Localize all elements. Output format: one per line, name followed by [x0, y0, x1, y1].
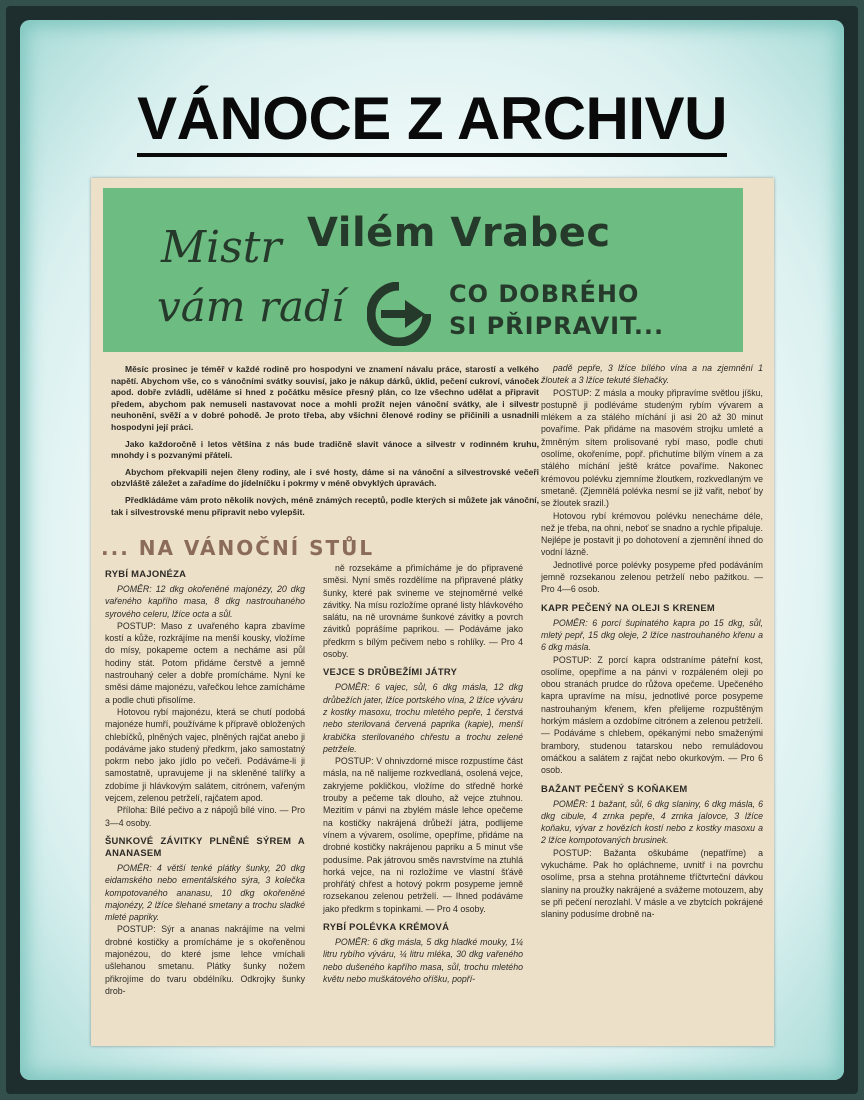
recipe-text: POSTUP: Bažanta oškubáme (nepatříme) a vykucháme. Pak ho opláchneme, uvnitř i na povrchu osolíme, prsa a stehna protáhneme tříčtvrteční dávkou slaniny na proužky nakrájené a svážeme motouzem, aby se při pečení nerozlahl. V másle a ve zbytcích pokrájené slaniny podusíme drobně na- [541, 847, 763, 920]
recipe-text: POSTUP: V ohnivzdorné misce rozpustíme část másla, na ně nalijeme rozkvedlaná, osolená vejce, zakryjeme pokličkou, vložíme do středně horké trouby a pečeme tak dlouho, až vejce ztuhnou. Mezitím v pánvi na zbylém másle lehce opečeme na kostičky nakrájená drůbeží játra, podlijeme vínem a vývarem, osolíme, opepříme, přidáme na drobné kostičky nakrájenou papriku a 5 minut vše podusíme. Pak játrovou směs navrstvíme na ztuhlá horká vejce, na ni rozložíme ve vlastní šťávě prohřátý chřest a hotový pokrm posypeme jemně rozsekanou zelenou petrželí. — Ihned podáváme jako předkrm s topinkami. — Pro 4 osoby. [323, 756, 523, 914]
recipe-text: ně rozsekáme a přimícháme je do připravené směsi. Nyní směs rozdělíme na připravené plátky šunky, které pak svineme ve stejnoměrné velké závitky. Na mísu rozložíme oprané listy hlávkového salátu, na ně urovnáme šunkové závitky a povrch závitků poprášíme paprikou. — Podáváme jako předkrm s bílým pečivem nebo s rohlíky. — Pro 4 osoby. [323, 563, 523, 660]
intro-paragraph: Jako každoročně i letos většina z nás bude tradičně slavit vánoce a silvestr v rodinném kruhu, mnohdy i s pozvanými přáteli. [111, 438, 539, 461]
recipe-ingredients: POMĚR: 1 bažant, sůl, 6 dkg slaniny, 6 dkg másla, 6 dkg cibule, 4 zrnka pepře, 4 zrnka jalovce, 3 lžíce koňaku, vývar z hovězích kostí nebo z kostky masoxu a 2 lžíce kompotovaných brusinek. [541, 798, 763, 846]
banner-tagline-line2: SI PŘIPRAVIT... [449, 312, 665, 340]
banner-mistr: Mistr [161, 222, 282, 273]
recipe-ingredients: POMĚR: 6 porcí šupinatého kapra po 15 dkg, sůl, mletý pepř, 15 dkg oleje, 2 lžíce nastrouhaného křenu a 6 dkg másla. [541, 617, 763, 653]
recipe-ingredients: POMĚR: 6 dkg másla, 5 dkg hladké mouky, 1¼ litru rybího výváru, ¼ litru mléka, 30 dkg vařeného nebo dušeného kapřího masa, sůl, trochu mletého květu nebo muškátového oříšku, popří- [323, 937, 523, 984]
recipe-text: Hotovou rybí krémovou polévku nenecháme déle, než je třeba, na ohni, neboť se snadno a rychle připaluje. Nejlépe je postavit ji po dohotovení a zjemnění ihned do vodní lázně. [541, 510, 763, 558]
page-title-text: VÁNOCE Z ARCHIVU [137, 85, 727, 157]
section-title: ... NA VÁNOČNÍ STŮL [101, 536, 375, 560]
article-banner [103, 188, 743, 352]
banner-radi: vám radí [157, 282, 345, 331]
recipe-column-3 [541, 362, 763, 920]
recipe-text: Hotovou rybí majonézu, která se chutí podobá majonéze humří, používáme k přípravě obložených chlebíčků, plněných vajec, plněných rajčat anebo ji podáváme jako studený předkrm, jako samostatný pokrm nebo jako jídlo po večeři. Podáváme-li ji samostatně, upravujeme ji na skleněné talířky a zdobíme ji hlávkovým salátem, citrónem, vařeným vejcem, zelenou petrželí, rajčatem apod. [105, 706, 305, 804]
recipe-ingredients: POMĚR: 12 dkg okořeněné majonézy, 20 dkg vařeného kapřího masa, 8 dkg nastrouhaného syrového celeru, lžíce octa a sůl. [105, 584, 305, 619]
recipe-heading: RYBÍ POLÉVKA KRÉMOVÁ [323, 921, 450, 933]
arrow-right-circle-icon [367, 282, 431, 346]
recipe-text: POSTUP: Z másla a mouky připravíme světlou jíšku, postupně ji podléváme studeným rybím vývarem a mlékem a za stálého míchání ji asi 20 až 30 minut povaříme. Pak přidáme na masovém strojku umleté a žmněným sítem prolisované rybí maso, podle chuti osolíme, okořeníme, popř. přichutíme bílým vínem a za stálého míchání ještě krátce povaříme. Nakonec krémovou polévku zjemníme žloutkem, rozkvedlaným ve smetaně. (Zjemnělá polévka nesmí se již vařit, neboť by se žloutek srazil.) [541, 387, 763, 509]
newspaper-clipping [91, 178, 774, 1046]
recipe-column-1 [105, 562, 305, 997]
recipe-text: POSTUP: Sýr a ananas nakrájíme na velmi drobné kostičky a promícháme je s okořeněnou majonézou, do které jsme lehce vmíchali ušlehanou smetanu. Plátky šunky nožem přikrojíme do tvaru obdélníku. Odkrojky šunky drob- [105, 924, 305, 996]
article-intro [111, 364, 539, 523]
recipe-text: POSTUP: Maso z uvařeného kapra zbavíme kostí a kůže, rozkrájíme na menší kousky, vložíme do mísy, pokapeme octem a necháme asi půl hodiny stát. Potom přidáme čerstvě a jemně nastrouhaný celer a dobře promícháme. Nyní ke směsi dáme majonézu, vařečkou lehce zamícháme a podle chuti přisolíme. [105, 620, 305, 705]
recipe-ingredients: POMĚR: 6 vajec, sůl, 6 dkg másla, 12 dkg drůbežích jater, lžíce portského vína, 2 lžíce výváru z kostky masoxu, trochu mletého pepře, 1 čerstvá nebo sterilovaná červená paprika (kapie), menší krabička sterilovaného chřestu a trochu zelené petrželе. [323, 682, 523, 754]
recipe-column-2 [323, 562, 523, 985]
banner-name: Vilém Vrabec [307, 210, 611, 256]
recipe-ingredients: padě pepře, 3 lžíce bílého vína a na zjemnění 1 žloutek a 3 lžíce tekuté šlehačky. [541, 363, 763, 386]
recipe-heading: VEJCE S DRŮBEŽÍMI JÁTRY [323, 666, 458, 678]
banner-tagline [449, 278, 664, 342]
recipe-heading: KAPR PEČENÝ NA OLEJI S KRENEM [541, 601, 716, 613]
recipe-heading: RYBÍ MAJONÉZA [105, 568, 187, 579]
intro-paragraph: Předkládáme vám proto několik nových, méně známých receptů, podle kterých si můžete jak vánoční, tak i silvestrovské menu připravit nebo vylepšit. [111, 494, 539, 517]
recipe-text: Příloha: Bílé pečivo a z nápojů bílé víno. — Pro 3—4 osoby. [105, 805, 305, 828]
intro-paragraph: Abychom překvapili nejen členy rodiny, ale i své hosty, dáme si na vánoční a silvestrovské večeři obzvláště záležet a zařadíme do jídelníčku i pokrmy v méně obvyklých úpravách. [111, 466, 539, 489]
recipe-text: Jednotlivé porce polévky posypeme před podáváním jemně rozsekanou zelenou petrželí nebo pažitkou. — Pro 4—6 osob. [541, 559, 763, 595]
page-title [0, 85, 864, 152]
banner-tagline-line1: CO DOBRÉHO [449, 280, 640, 308]
recipe-text: POSTUP: Z porcí kapra odstraníme páteřní kost, osolíme, opepříme a na pánvi v rozpáleném oleji po obou stranách prudce do růžova opečeme. Upečeného kapra upravíme na mísu, jednotlivé porce posypeme nastrouhaným křenem, křen přelijeme rozpuštěným horkým máslem a ozdobíme citrónem a zelenou petrželí. — Podáváme s chlebem, opékanými nebo smaženými brambory, studenou tatarskou nebo remuládovou omáčkou a salátem z rajčat nebo okurkovým. — Pro 6 osob. [541, 654, 763, 776]
recipe-ingredients: POMĚR: 4 větší tenké plátky šunky, 20 dkg eidamského nebo ementálského sýra, 3 kolečka kompotovaného ananasu, 10 dkg okořeněné majonézy, 2 lžíce šlehané smetany a trochu sladké mleté papriky. [105, 862, 305, 923]
recipe-heading: ŠUNKOVÉ ZÁVITKY PLNĚNÉ SÝREM A ANANASEM [105, 834, 305, 858]
recipe-heading: BAŽANT PEČENÝ S KOŇAKEM [541, 782, 688, 794]
intro-paragraph: Měsíc prosinec je téměř v každé rodině pro hospodyni ve znamení návalu práce, starostí a velkého napětí. Abychom vše, co s vánočními svátky souvisí, jako je nákup dárků, úklid, pečení cukroví, vánoček apod. dobře zvládli, uděláme si hned z počátku měsíce přesný plán, co lze všechno udělat a připravit předem, abychom pak nemuseli nastavovat noce a mohli prožít nejen vánoční svátky, ale i silvestr neuhonění, svěží a v dobré pohodě. Je proto třeba, aby všichni členové rodiny se přičinili a usnadnili hospodyni její práci. [111, 364, 539, 432]
